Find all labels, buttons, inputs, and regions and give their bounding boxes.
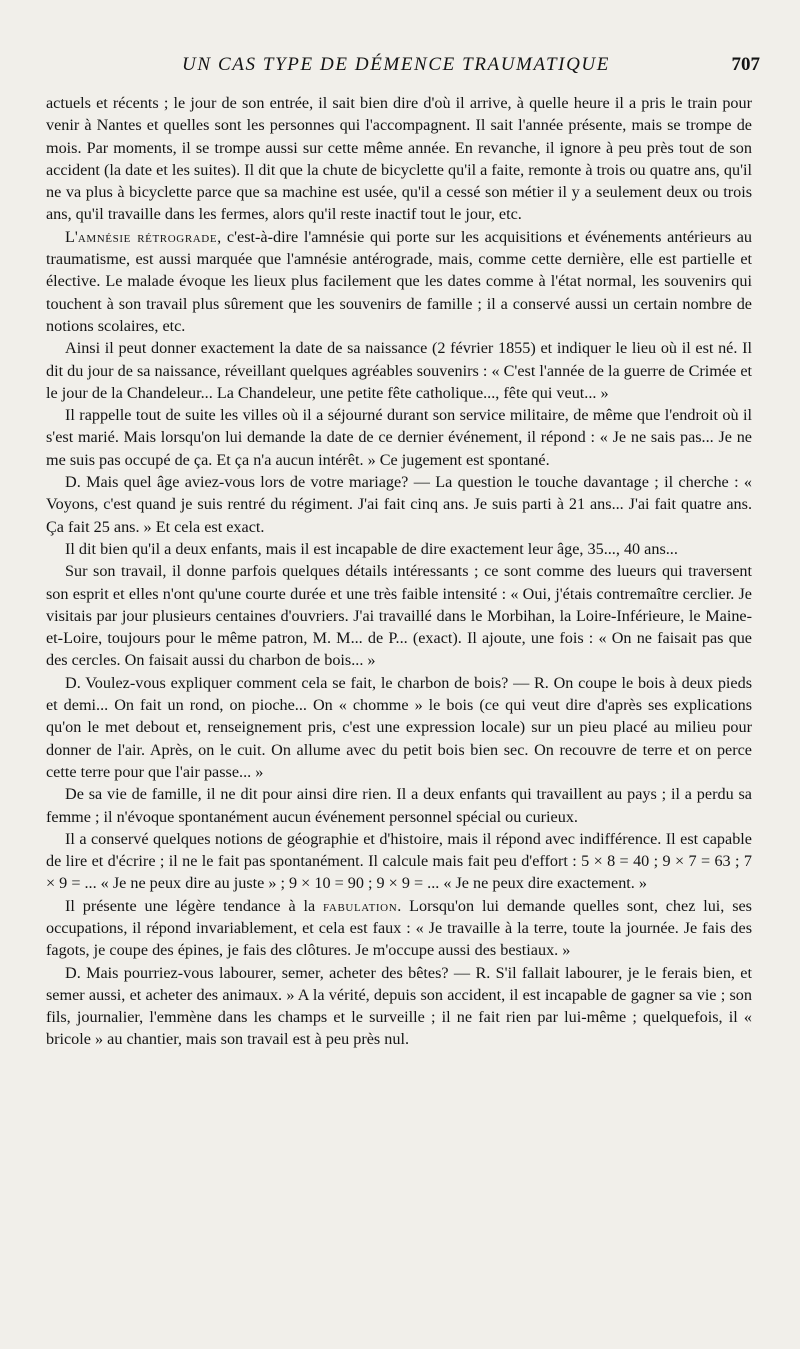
running-title: UN CAS TYPE DE DÉMENCE TRAUMATIQUE bbox=[182, 54, 610, 75]
page-header bbox=[48, 54, 760, 82]
paragraph: De sa vie de famille, il ne dit pour ainsi dire rien. Il a deux enfants qui travaillent au pays ; il a perdu sa femme ; il n'évoque spontanément aucun événement personnel spécial ou curieux. bbox=[46, 785, 752, 826]
paragraph bbox=[46, 895, 752, 962]
paragraph: Il a conservé quelques notions de géographie et d'histoire, mais il répond avec indifférence. Il est capable de lire et d'écrire ; il ne le fait pas spontanément. Il calcule mais fait peu d'effort : 5 × 8 = 40 ; 9 × 7 = 63 ; 7 × 9 = ... « Je ne peux dire au juste » ; 9 × 10 = 90 ; 9 × 9 = ... « Je ne peux dire exactement. » bbox=[46, 829, 752, 893]
body-text bbox=[46, 92, 752, 1051]
paragraph: D. Voulez-vous expliquer comment cela se fait, le charbon de bois? — R. On coupe le bois à deux pieds et demi... On fait un rond, on pioche... On « chomme » le bois (ce qui veut dire d'après ses explications qu'on le met debout et, renseignement pris, c'est une expression locale) sur un pieu placé au milieu pour donner de l'air. Après, on le cuit. On allume avec du petit bois bien sec. On recouvre de terre et on perce cette terre pour que l'air passe... » bbox=[46, 673, 752, 781]
paragraph bbox=[46, 226, 752, 337]
page-number: 707 bbox=[731, 54, 760, 75]
paragraph: actuels et récents ; le jour de son entrée, il sait bien dire d'où il arrive, à quelle heure il a pris le train pour venir à Nantes et quelles sont les personnes qui l'accompagnent. Il sait l'année présente, mais se trompe de mois. Par moments, il se trompe aussi sur cette même année. En revanche, il ignore à peu près tout de son accident (la date et les suites). Il dit que la chute de bicyclette qu'il a faite, remonte à trois ou quatre ans, qu'il ne va plus à bicyclette parce que sa machine est usée, qu'il a cessé son métier il y a seulement deux ou trois ans, qu'il travaille dans les fermes, alors qu'il reste inactif tout le jour, etc. bbox=[46, 94, 752, 224]
paragraph-rest: , c'est-à-dire l'amnésie qui porte sur les acquisitions et événements antérieurs au traumatisme, est aussi marquée que l'amnésie antérograde, mais, comme cette dernière, elle est partielle et élective. Le malade évoque les lieux plus facilement que les dates comme à l'état normal, les souvenirs qui touchent à son travail plus sûrement que les souvenirs de famille ; il a conservé aussi un certain nombre de notions scolaires, etc. bbox=[46, 227, 752, 335]
paragraph: D. Mais pourriez-vous labourer, semer, acheter des bêtes? — R. S'il fallait labourer, je le ferais bien, et semer aussi, et acheter des animaux. » A la vérité, depuis son accident, il est incapable de gagner sa vie ; son fils, journalier, l'emmène dans les champs et le surveille ; il ne fait rien par lui-même ; quelquefois, il « bricole » au chantier, mais son travail est à peu près nul. bbox=[46, 963, 752, 1049]
paragraph: Il rappelle tout de suite les villes où il a séjourné durant son service militaire, de même que l'endroit où il s'est marié. Mais lorsqu'on lui demande la date de ce dernier événement, il répond : « Je ne sais pas... Je ne me suis pas occupé de ça. Et ça n'a aucun intérêt. » Ce jugement est spontané. bbox=[46, 406, 752, 469]
paragraph: Sur son travail, il donne parfois quelques détails intéressants ; ce sont comme des lueurs qui traversent son esprit et elles n'ont qu'une courte durée et une très faible intensité : « Oui, j'étais contremaître cerclier. Je visitais par jour plusieurs centaines d'ouvriers. J'ai travaillé dans le Morbihan, la Loire-Inférieure, le Maine-et-Loire, toujours pour le même patron, M. M... de P... (exact). Il ajoute, une fois : « On ne faisait pas que des cercles. On faisait aussi du charbon de bois... » bbox=[46, 562, 752, 670]
paragraph-lead: L' bbox=[65, 227, 78, 246]
paragraph: Ainsi il peut donner exactement la date de sa naissance (2 février 1855) et indiquer le lieu où il est né. Il dit du jour de sa naissance, réveillant quelques agréables souvenirs : « C'est l'année de la guerre de Crimée et le jour de la Chandeleur... La Chandeleur, une petite fête catholique..., fête qui veut... » bbox=[46, 339, 752, 402]
paragraph-lead: Il présente une légère tendance à la bbox=[65, 896, 324, 915]
term-fabulation: fabulation bbox=[323, 896, 398, 915]
paragraph: D. Mais quel âge aviez-vous lors de votre mariage? — La question le touche davantage ; il cherche : « Voyons, c'est quand je suis rentré du régiment. J'ai fait cinq ans. Je suis parti à 21 ans... J'ai fait quatre ans. Ça fait 25 ans. » Et cela est exact. bbox=[46, 473, 752, 536]
paragraph-rest: . Lorsqu'on lui demande quelles sont, chez lui, ses occupations, il répond invariablement, et cela est faux : « Je travaille à la terre, toute la journée. Je fais des fagots, je coupe des épines, je fais des clôtures. Je m'occupe aussi des bestiaux. » bbox=[46, 896, 752, 960]
paragraph: Il dit bien qu'il a deux enfants, mais il est incapable de dire exactement leur âge, 35..., 40 ans... bbox=[65, 539, 678, 558]
term-amnesie-retrograde: amnésie rétrograde bbox=[77, 227, 218, 246]
